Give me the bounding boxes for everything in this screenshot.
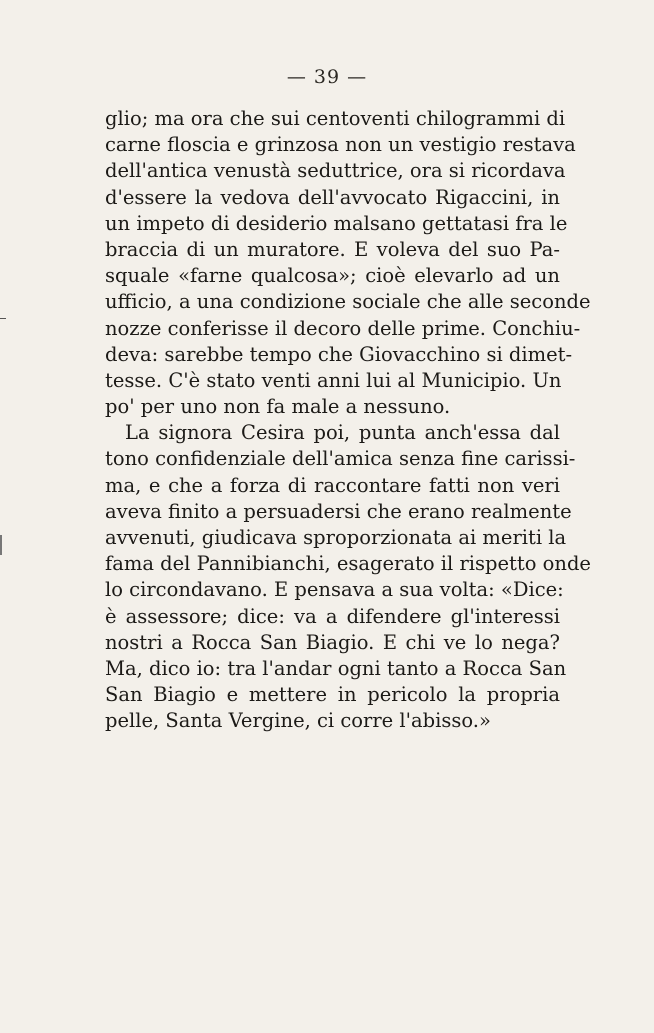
text-line: tesse. C'è stato venti anni lui al Municipio. Un (105, 368, 562, 392)
text-line: avvenuti, giudicava sproporzionata ai meriti la (105, 526, 567, 549)
text-line: La signora Cesira poi, punta anch'essa dal (125, 421, 560, 445)
text-line: pelle, Santa Vergine, ci corre l'abisso.» (105, 709, 491, 733)
text-line: glio; ma ora che sui centoventi chilogrammi di (105, 107, 566, 130)
text-line: lo circondavano. E pensava a sua volta: «Dice: (105, 578, 564, 602)
text-line: dell'antica venustà seduttrice, ora si ricordava (105, 159, 566, 183)
text-line: tono confidenziale dell'amica senza fine carissi- (105, 447, 576, 471)
text-line: nozze conferisse il decoro delle prime. Conchiu- (105, 316, 581, 340)
text-line: San Biagio e mettere in pericolo la propria (105, 683, 560, 707)
text-line: d'essere la vedova dell'avvocato Rigaccini, in (105, 185, 560, 209)
text-line: braccia di un muratore. E voleva del suo Pa- (105, 237, 560, 261)
text-line: ufficio, a una condizione sociale che alle seconde (105, 290, 591, 314)
page-number: — 39 — (286, 66, 368, 88)
paragraph-2 (105, 420, 591, 734)
text-line: ma, e che a forza di raccontare fatti non veri (105, 473, 560, 497)
text-line: carne floscia e grinzosa non un vestigio restava (105, 133, 576, 157)
text-line: fama del Pannibianchi, esagerato il rispetto onde (105, 552, 591, 576)
margin-mark (0, 318, 6, 319)
body-text (105, 106, 591, 735)
text-line: deva: sarebbe tempo che Giovacchino si dimet- (105, 342, 573, 366)
text-line: un impeto di desiderio malsano gettatasi fra le (105, 211, 568, 235)
text-line: Ma, dico io: tra l'andar ogni tanto a Rocca San (105, 656, 567, 680)
margin-mark (0, 535, 2, 555)
paragraph-1 (105, 106, 591, 420)
text-line: squale «farne qualcosa»; cioè elevarlo ad un (105, 264, 560, 288)
text-line: nostri a Rocca San Biagio. E chi ve lo nega? (105, 630, 560, 654)
text-line: è assessore; dice: va a difendere gl'interessi (105, 604, 560, 628)
text-line: po' per uno non fa male a nessuno. (105, 395, 451, 419)
text-line: aveva finito a persuadersi che erano realmente (105, 499, 572, 523)
